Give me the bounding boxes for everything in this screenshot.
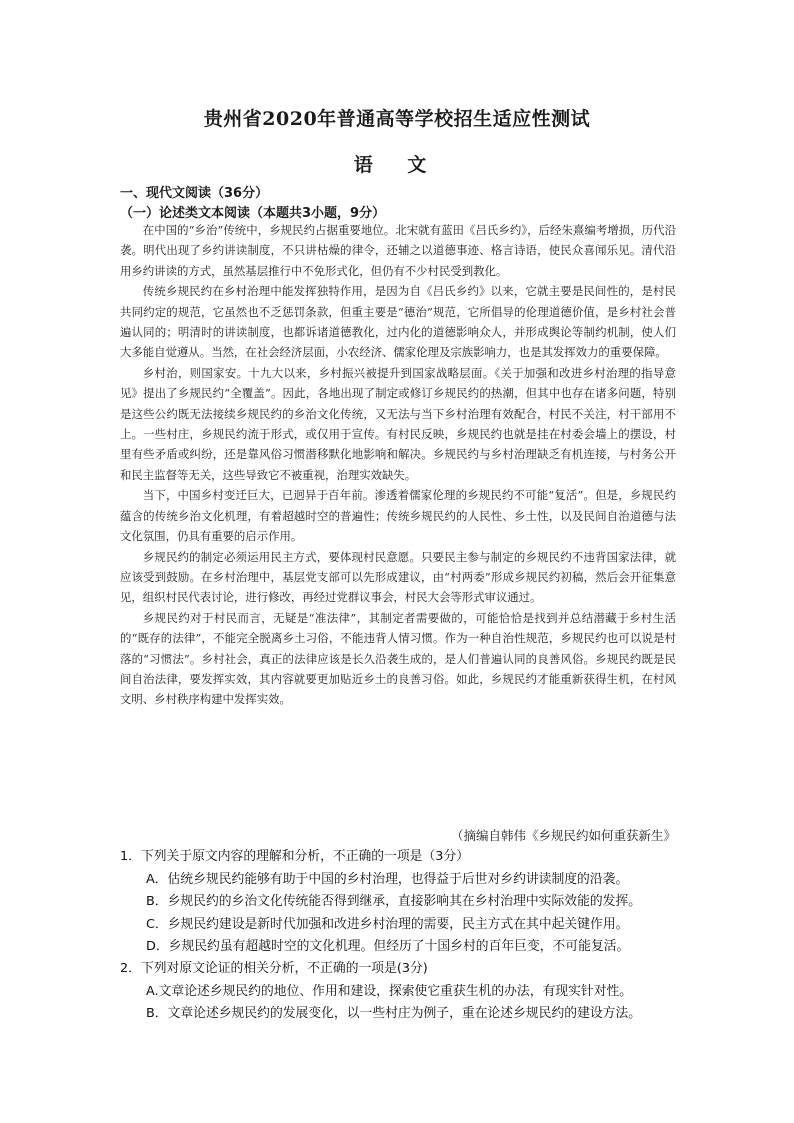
question-stem: 1．下列关于原文内容的理解和分析，不正确的一项是（3分）: [120, 849, 470, 864]
option-b: B．乡规民约的乡治文化传统能否得到继承，直接影响其在乡村治理中实际效能的发挥。: [146, 894, 642, 909]
option-a: A.文章论述乡规民约的地位、作用和建设，探索使它重获生机的办法，有现实针对性。: [146, 983, 633, 999]
option-a: A．估统乡规民约能够有助于中国的乡村治理，也得益于后世对乡约讲读制度的沿袭。: [146, 871, 629, 887]
question-stem: 2．下列对原文论证的相关分析，不正确的一项是(3分): [120, 961, 428, 976]
exam-title: 贵州省2020年普通高等学校招生适应性测试: [203, 108, 591, 130]
passage-paragraph: 在中国的“乡治”传统中，乡规民约占据重要地位。北宋就有蓝田《吕氏乡约》，后经朱熹编考增损，历代沿袭。明代出现了乡约讲读制度，不只讲枯燥的律令，还辅之以道德事迹、格言诗语，使民众喜闻乐见。清代沿用乡约讲读的方式，虽然基层推行中不免形式化，但仍有不少村民受到教化。: [120, 223, 676, 278]
passage-paragraph: 乡规民约对于村民而言，无疑是“准法律”，其制定者需要做的，可能恰恰是找到并总结潜藏于乡村生活的“既存的法律”，不能完全脱离乡土习俗，不能违背人情习惯。作为一种自治性规范，乡规民约也可以说是村落的“习惯法”。乡村社会，真正的法律应该是长久沿袭生成的，是人们普遍认同的良善风俗。乡规民约既是民间自治法律，要发挥实效，其内容就要更加贴近乡土的良善习俗。如此，乡规民约才能重新获得生机，在村风文明、乡村秩序构建中发挥实效。: [120, 610, 676, 707]
reading-passage: [120, 220, 676, 710]
passage-paragraph: 乡规民约的制定必须运用民主方式，要体现村民意愿。只要民主参与制定的乡规民约不违背国家法律，就应该受到鼓励。在乡村治理中，基层党支部可以先形成建议，由“村两委”形成乡规民约初稿，然后会开征集意见，组织村民代表讨论，进行修改，再经过党群议事会，村民大会等形式审议通过。: [120, 549, 676, 605]
section-heading: 一、现代文阅读（36分）: [120, 186, 269, 201]
question-1: [120, 846, 680, 959]
subject-title: 语 文: [353, 154, 441, 176]
option-c: C．乡规民约建设是新时代加强和改进乡村治理的需要，民主方式在其中起关键作用。: [146, 916, 629, 932]
passage-paragraph: 乡村治，则国家安。十九大以来，乡村振兴被提升到国家战略层面。《关于加强和改进乡村治理的指导意见》提出了乡规民约“全覆盖”。因此，各地出现了制定或修订乡规民约的热潮，但其中也存在诸多问题，特别是这些公约既无法接续乡规民约的乡治文化传统，又无法与当下乡村治理有效配合，村民不关注，村干部用不上。一些村庄，乡规民约流于形式，或仅用于宣传。有村民反映，乡规民约也就是挂在村委会墙上的摆设，村里有些矛盾或纠纷，还是靠风俗习惯潜移默化地影响和解决。乡规民约与乡村治理缺乏有机连接，与村务公开和民主监督等无关，这些导致它不被重视，治理实效缺失。: [120, 365, 676, 482]
option-d: D．乡规民约虽有超越时空的文化机理。但经历了十国乡村的百年巨变，不可能复活。: [146, 939, 630, 954]
passage-source: （摘编自韩伟《乡规民约如何重获新生》: [450, 828, 676, 843]
question-2: [120, 958, 680, 1026]
passage-paragraph: 传统乡规民约在乡村治理中能发挥独特作用，是因为自《吕氏乡约》以来，它就主要是民间性的，是村民共同约定的规范，它虽然也不乏惩罚条款，但重主要是“德治”规范，它所倡导的伦理道德价值，是乡村社会普遍认同的；明清时的讲读制度，也都诉诸道德教化，过内化的道德影响众人，并形成舆论等制约机制，使人们大多能自觉遵从。当然，在社会经济层面，小农经济、儒家伦理及宗族影响力，也是其发挥效力的重要保障。: [120, 284, 676, 360]
section-subheading: （一）论述类文本阅读（本题共3小题，9分）: [120, 206, 386, 221]
passage-paragraph: 当下，中国乡村变迁巨大，已迥异于百年前。渗透着儒家伦理的乡规民约不可能“复活”。但是，乡规民约蕴含的传统乡治文化机理，有着超越时空的普遍性；传统乡规民约的人民性、乡土性，以及民间自治道德与法文化氛围，仍具有重要的启示作用。: [120, 488, 676, 544]
option-b: B．文章论述乡规民约的发展变化，以一些村庄为例子，重在论述乡规民约的建设方法。: [146, 1006, 642, 1021]
